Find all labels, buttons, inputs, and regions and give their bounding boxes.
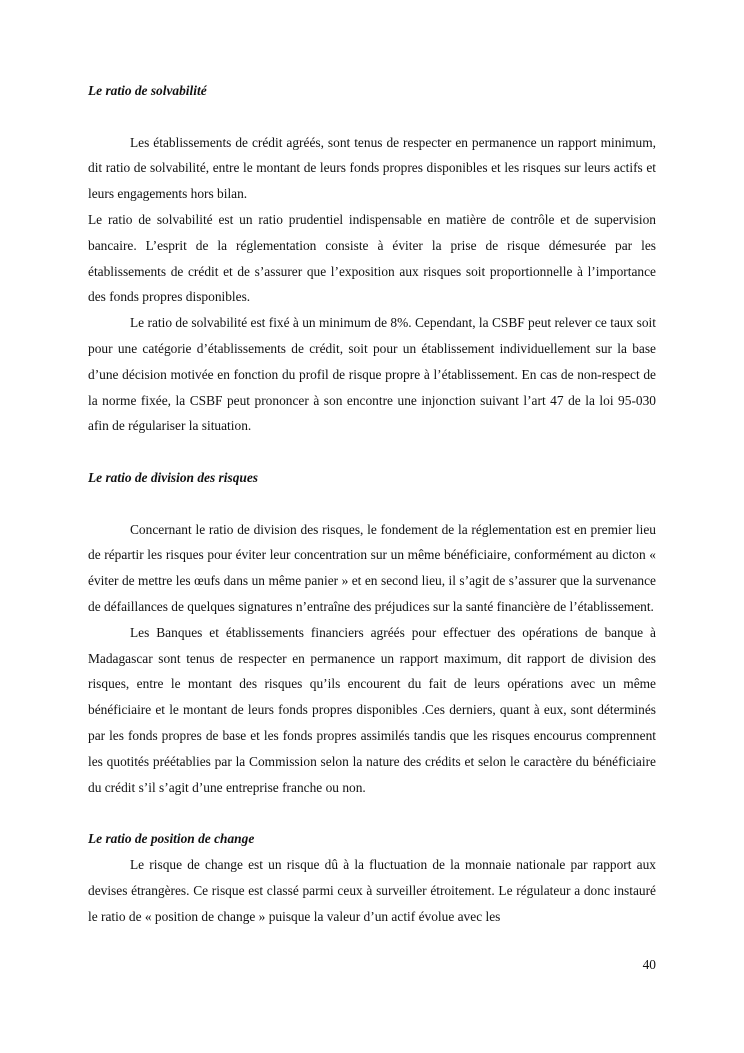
section-title-solvabilite: Le ratio de solvabilité bbox=[88, 83, 207, 98]
spacer bbox=[88, 104, 656, 130]
paragraph-division-1: Concernant le ratio de division des risques, le fondement de la réglementation est en premier lieu de répartir les risques pour éviter leur concentration sur un même bénéficiaire, conformément au dicton « éviter de mettre les œufs dans un même panier » et en second lieu, il s’agit de s’assurer que la survenance de défaillances de quelques signatures n’entraîne des préjudices sur la santé financière de l’établissement. bbox=[88, 521, 656, 614]
paragraph-change-1: Le risque de change est un risque dû à la fluctuation de la monnaie nationale par rapport aux devises étrangères. Ce risque est classé parmi ceux à surveiller étroitement. Le régulateur a donc instauré le ratio de « position de change » puisque la valeur d’un actif évolue avec les bbox=[88, 856, 656, 924]
paragraph-division-2: Les Banques et établissements financiers agréés pour effectuer des opérations de banque à Madagascar sont tenus de respecter en permanence un rapport maximum, dit rapport de division des risques, entre le montant des risques qu’ils encourent du fait de leurs opérations avec un même bénéficiaire et le montant de leurs fonds propres disponibles .Ces derniers, quant à eux, sont déterminés par les fonds propres de base et les fonds propres assimilés tandis que les risques encourus comprennent les quotités préétablies par la Commission selon la nature des crédits et selon le caractère du bénéficiaire du crédit s’il s’agit d’une entreprise franche ou non. bbox=[88, 624, 656, 795]
paragraph-solvabilite-1: Les établissements de crédit agréés, sont tenus de respecter en permanence un rapport minimum, dit ratio de solvabilité, entre le montant de leurs fonds propres disponibles et les risques sur leurs actifs et leurs engagements hors bilan. bbox=[88, 134, 656, 202]
section-title-division-risques: Le ratio de division des risques bbox=[88, 469, 258, 485]
section-title-position-change: Le ratio de position de change bbox=[88, 831, 255, 847]
spacer bbox=[88, 800, 656, 826]
spacer bbox=[88, 439, 656, 465]
document-body bbox=[88, 78, 656, 929]
paragraph-solvabilite-2: Le ratio de solvabilité est un ratio prudentiel indispensable en matière de contrôle et de supervision bancaire. L’esprit de la réglementation consiste à éviter la prise de risque démesurée par les établissements de crédit et de s’assurer que l’exposition aux risques soit proportionnelle à l’importance des fonds propres disponibles. bbox=[88, 211, 656, 305]
spacer bbox=[88, 491, 656, 517]
page-number: 40 bbox=[642, 957, 656, 972]
paragraph-solvabilite-3: Le ratio de solvabilité est fixé à un minimum de 8%. Cependant, la CSBF peut relever ce taux soit pour une catégorie d’établissements de crédit, soit pour un établissement individuellement sur la base d’une décision motivée en fonction du profil de risque propre à l’établissement. En cas de non-respect de la norme fixée, la CSBF peut prononcer à son encontre une injonction suivant l’art 47 de la loi 95-030 afin de régulariser la situation. bbox=[88, 315, 656, 434]
